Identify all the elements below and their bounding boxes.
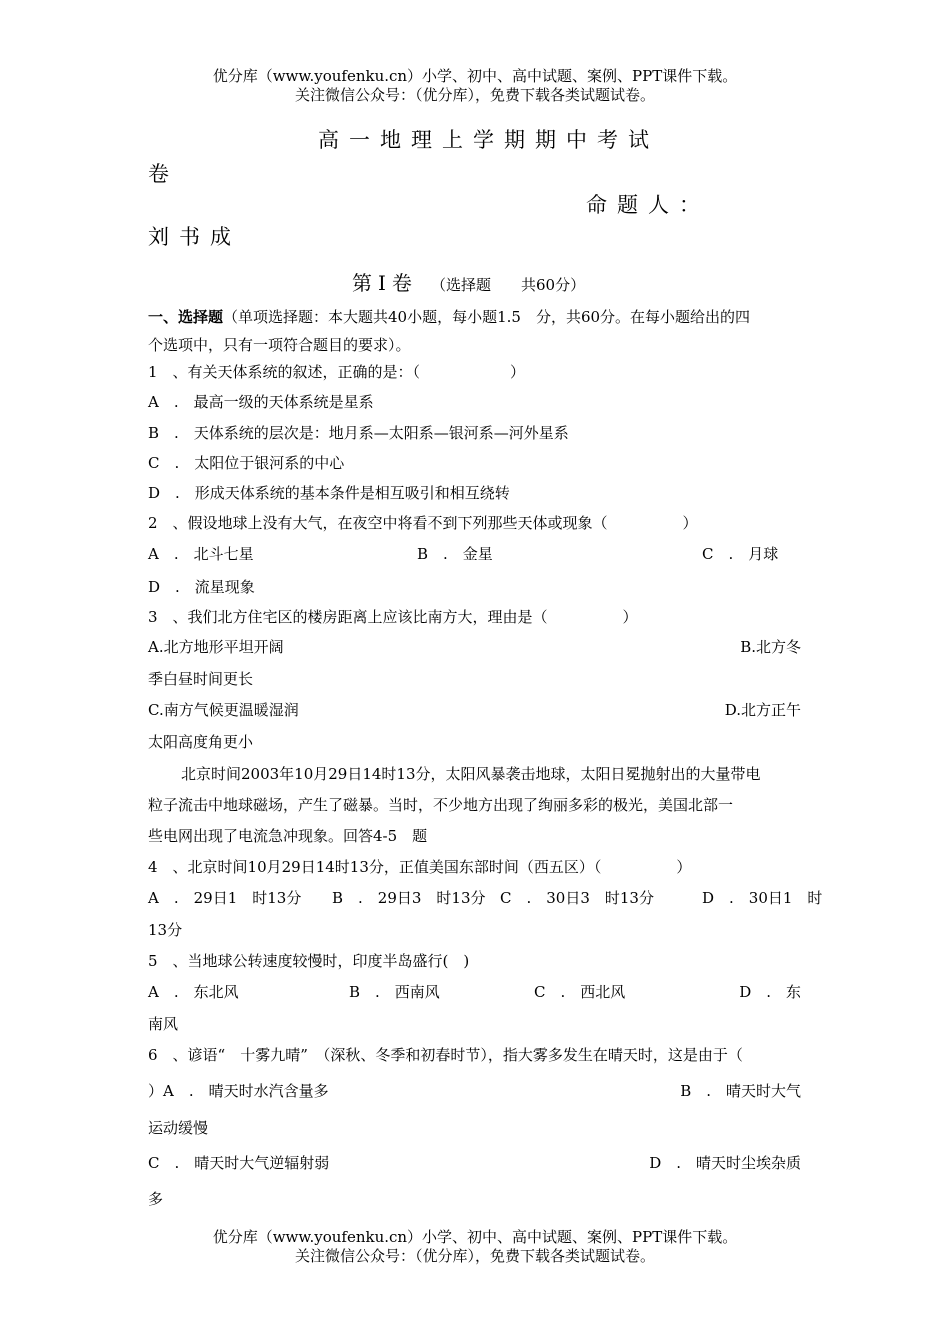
q6-option-a: ）A . 晴天时水汽含量多 [148, 1082, 329, 1100]
page-header-line-2: 关注微信公众号：（优分库），免费下载各类试题试卷。 [294, 86, 655, 104]
passage-line-2: 粒子流击中地球磁场，产生了磁暴。当时，不少地方出现了绚丽多彩的极光，美国北部一 [148, 796, 734, 814]
q4-option-a: A . 29日1 时13分 [148, 889, 302, 907]
q2-option-c: C . 月球 [702, 545, 779, 563]
q5-option-d-continued: 南风 [148, 1015, 179, 1033]
q3-option-d: D.北方正午 [724, 701, 801, 719]
passage-line-3: 些电网出现了电流急冲现象。回答4-5 题 [148, 827, 428, 845]
q1-stem: 1 、有关天体系统的叙述，正确的是：（ ） [148, 363, 526, 381]
q3-option-c: C.南方气候更温暖湿润 [148, 701, 299, 719]
page-header-line-1: 优分库（www.youfenku.cn）小学、初中、高中试题、案例、PPT课件下载。 [212, 67, 738, 85]
exam-title: 高一地理上学期期中考试 [318, 128, 659, 152]
passage-line-1: 北京时间2003年10月29日14时13分，太阳风暴袭击地球，太阳日冕抛射出的大量带电 [181, 765, 761, 783]
author-name: 刘书成 [148, 225, 241, 249]
q4-option-b: B . 29日3 时13分 [332, 889, 486, 907]
q6-option-b: B . 晴天时大气 [680, 1082, 801, 1100]
part1-desc-line-2: 个选项中，只有一项符合题目的要求）。 [148, 336, 411, 354]
q5-option-c: C . 西北风 [534, 983, 626, 1001]
part1-label: 一、选择题 [148, 308, 224, 326]
q6-option-d-continued: 多 [148, 1190, 164, 1208]
q3-option-a: A.北方地形平坦开阔 [148, 638, 284, 656]
q4-option-d-continued: 13分 [148, 921, 183, 939]
part1-desc-line-1: （单项选择题：本大题共40小题，每小题1.5 分，共60分。在每小题给出的四 [223, 308, 751, 326]
q5-stem: 5 、当地球公转速度较慢时，印度半岛盛行( ) [148, 952, 470, 970]
section-heading [352, 267, 585, 296]
page-footer-line-2: 关注微信公众号：（优分库），免费下载各类试题试卷。 [294, 1247, 655, 1265]
q2-option-b: B . 金星 [417, 545, 493, 563]
exam-title-continued: 卷 [148, 162, 169, 186]
q1-option-d: D . 形成天体系统的基本条件是相互吸引和相互绕转 [148, 484, 510, 502]
q4-stem: 4 、北京时间10月29日14时13分，正值美国东部时间（西五区）（ ） [148, 858, 692, 876]
q2-stem: 2 、假设地球上没有大气，在夜空中将看不到下列那些天体或现象（ ） [148, 514, 698, 532]
q5-option-d: D . 东 [739, 983, 801, 1001]
q3-option-b-continued: 季白昼时间更长 [148, 670, 254, 688]
section-note: （选择题 共60分） [431, 276, 586, 294]
section-title: 第Ⅰ卷 [352, 271, 418, 295]
q2-option-a: A . 北斗七星 [148, 545, 254, 563]
q4-option-d: D . 30日1 时 [702, 889, 823, 907]
q1-option-b: B . 天体系统的层次是：地月系—太阳系—银河系—河外星系 [148, 424, 569, 442]
q6-stem: 6 、谚语“ 十雾九晴” （深秋、冬季和初春时节），指大雾多发生在晴天时，这是由于（ [148, 1046, 743, 1064]
q1-option-c: C . 太阳位于银河系的中心 [148, 454, 345, 472]
q3-option-d-continued: 太阳高度角更小 [148, 733, 254, 751]
q6-option-d: D . 晴天时尘埃杂质 [649, 1154, 801, 1172]
q1-option-a: A . 最高一级的天体系统是星系 [148, 393, 374, 411]
author-label: 命题人： [586, 193, 710, 217]
q2-option-d: D . 流星现象 [148, 578, 255, 596]
q3-option-b: B.北方冬 [740, 638, 801, 656]
q3-stem: 3 、我们北方住宅区的楼房距离上应该比南方大，理由是（ ） [148, 608, 638, 626]
q5-option-a: A . 东北风 [148, 983, 239, 1001]
q6-option-b-continued: 运动缓慢 [148, 1119, 209, 1137]
q4-option-c: C . 30日3 时13分 [500, 889, 654, 907]
part1-instructions [148, 307, 750, 327]
q5-option-b: B . 西南风 [349, 983, 440, 1001]
q6-option-c: C . 晴天时大气逆辐射弱 [148, 1154, 330, 1172]
page-footer-line-1: 优分库（www.youfenku.cn）小学、初中、高中试题、案例、PPT课件下载。 [212, 1228, 738, 1246]
